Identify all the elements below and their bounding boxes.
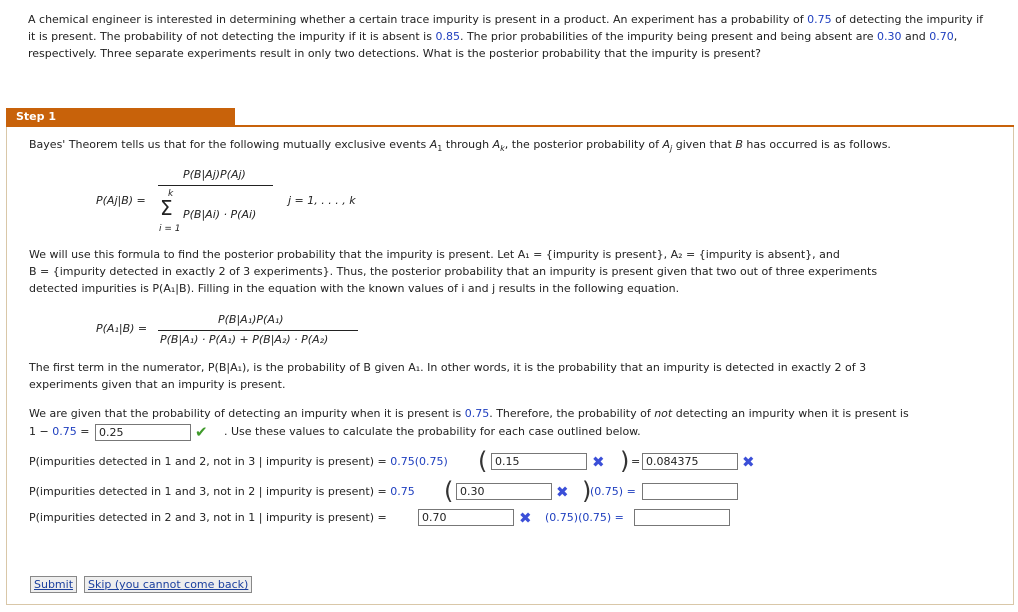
- case1-prefix-values: 0.75(0.75): [390, 455, 448, 468]
- sum-upper-limit: k: [168, 189, 174, 199]
- case2-prefix-value: 0.75: [390, 485, 415, 498]
- use-formula-line3: detected impurities is P(A₁|B). Filling in the equation with the known values of i and j results in the following equation.: [29, 282, 680, 295]
- bayes-lhs: P(Aj|B) =: [96, 194, 146, 207]
- index-range: j = 1, . . . , k: [288, 194, 356, 207]
- first-term-line2: experiments given that an impurity is present.: [29, 378, 286, 391]
- eq2-fraction-bar: [158, 330, 358, 331]
- skip-button[interactable]: Skip (you cannot come back): [84, 576, 252, 593]
- bayes-fraction-bar: [158, 185, 273, 186]
- first-term-line1: The first term in the numerator, P(B|A₁), is the probability of B given A₁. In other words, it is the probability that an impurity is detected in exactly 2 of 3: [29, 361, 867, 374]
- case1-wrong-x-icon: ✖: [592, 453, 605, 471]
- case2-open-paren: (: [444, 477, 454, 505]
- sigma-symbol: Σ: [160, 196, 173, 220]
- use-formula-line1: We will use this formula to find the posterior probability that the impurity is present. Let A₁ = {impurity is present}, A₂ = {impurity is absent}, and: [29, 248, 840, 261]
- case3-result-input[interactable]: [634, 509, 730, 526]
- given-detect-value: 0.75: [464, 407, 490, 420]
- prior-absent-value: 0.70: [929, 30, 954, 43]
- bayes-intro: Bayes' Theorem tells us that for the following mutually exclusive events $A_1$ through $A_k$, the posterior probability of $A_j$ given that B has occurred is as follows.: [29, 138, 891, 154]
- case3-input[interactable]: 0.70: [418, 509, 514, 526]
- not-detect-prob-value: 0.85: [435, 30, 460, 43]
- eq2-lhs: P(A₁|B) =: [96, 322, 148, 335]
- case2-close-paren: ): [582, 477, 592, 505]
- case3-label: P(impurities detected in 2 and 3, not in 1 | impurity is present) =: [29, 511, 387, 524]
- case1-input[interactable]: 0.15: [491, 453, 587, 470]
- case2-result-input[interactable]: [642, 483, 738, 500]
- case2-input[interactable]: 0.30: [456, 483, 552, 500]
- case1-close-paren: ): [620, 447, 630, 475]
- step-1-tab: Step 1: [6, 108, 235, 126]
- case1-open-paren: (: [478, 447, 488, 475]
- question-text: A chemical engineer is interested in determining whether a certain trace impurity is present in a product. An experiment has a probability of 0.75 of detecting the impurity if it is present. The probability of not detecting the impurity if it is absent is 0.85. The prior probabilities of the impurity being present and being absent are 0.30 and 0.70, respectively. Three separate experiments result in only two detections. What is the posterior probability that the impurity is present?: [28, 13, 984, 60]
- case1-result-input[interactable]: 0.084375: [642, 453, 738, 470]
- case2-postfix: (0.75) =: [590, 485, 636, 498]
- sum-lower-limit: i = 1: [159, 224, 181, 234]
- eq2-numerator: P(B|A₁)P(A₁): [218, 313, 284, 326]
- prior-present-value: 0.30: [877, 30, 902, 43]
- case2-label: P(impurities detected in 1 and 3, not in 2 | impurity is present) = 0.75: [29, 485, 415, 498]
- complement-calc: 1 − 0.75 =: [29, 425, 90, 438]
- given-instruction: . Use these values to calculate the probability for each case outlined below.: [224, 425, 641, 438]
- correct-check-icon: ✔: [195, 423, 208, 441]
- eq2-denominator: P(B|A₁) · P(A₁) + P(B|A₂) · P(A₂): [160, 333, 329, 346]
- case3-postfix: (0.75)(0.75) =: [545, 511, 624, 524]
- detect-prob-value: 0.75: [807, 13, 832, 26]
- complement-answer-input[interactable]: 0.25: [95, 424, 191, 441]
- case1-result-wrong-x-icon: ✖: [742, 453, 755, 471]
- given-line1: We are given that the probability of detecting an impurity when it is present is 0.75. Therefore, the probability of not detecting an impurity when it is present is: [29, 407, 909, 420]
- bayes-denominator: P(B|Ai) · P(Ai): [183, 208, 257, 221]
- bayes-numerator: P(B|Aj)P(Aj): [183, 168, 246, 181]
- case1-equals: =: [631, 455, 641, 468]
- use-formula-line2: B = {impurity detected in exactly 2 of 3 experiments}. Thus, the posterior probability that an impurity is present given that two out of three experiments: [29, 265, 878, 278]
- case2-wrong-x-icon: ✖: [556, 483, 569, 501]
- submit-button[interactable]: Submit: [30, 576, 77, 593]
- case3-wrong-x-icon: ✖: [519, 509, 532, 527]
- case1-label: P(impurities detected in 1 and 2, not in 3 | impurity is present) = 0.75(0.75): [29, 455, 448, 468]
